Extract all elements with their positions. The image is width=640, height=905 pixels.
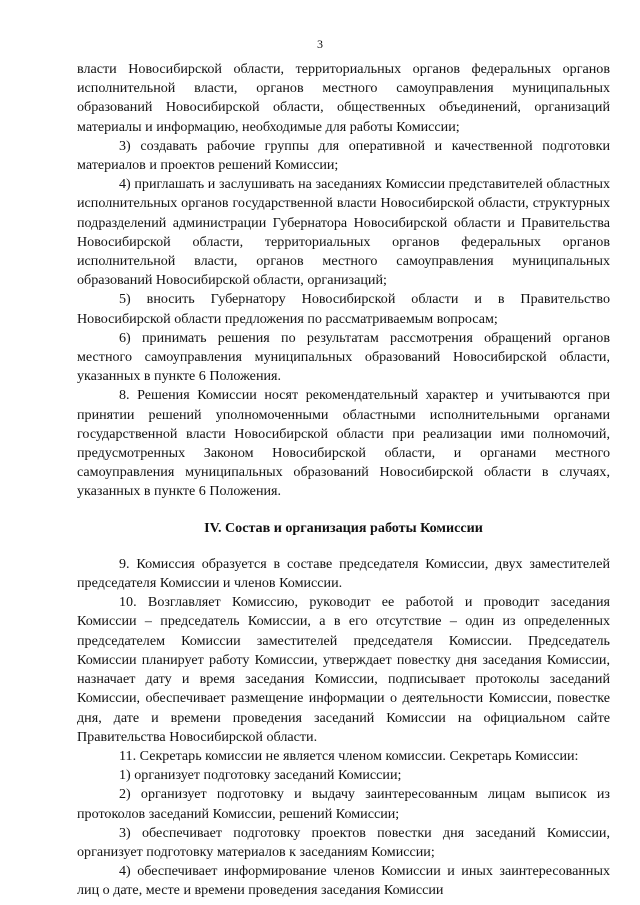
paragraph-secretary-item-2: 2) организует подготовку и выдачу заинтересованным лицам выписок из протоколов заседаний Комиссии, решений Комиссии; bbox=[77, 786, 610, 822]
document-body bbox=[77, 60, 610, 901]
section-heading: IV. Состав и организация работы Комиссии bbox=[204, 519, 483, 536]
paragraph-clause-8: 8. Решения Комиссии носят рекомендательный характер и учитываются при принятии решений уполномоченными областными исполнительными органами государственной власти Новосибирской области при реализации ими полномочий, предусмотренных Законом Новосибирской области, и органами местного самоуправления муниципальных образований Новосибирской области в случаях, указанных в пункте 6 Положения. bbox=[77, 387, 610, 500]
paragraph-item-3: 3) создавать рабочие группы для оперативной и качественной подготовки материалов и проектов решений Комиссии; bbox=[77, 137, 610, 174]
paragraph-secretary-item-1: 1) организует подготовку заседаний Комиссии; bbox=[119, 767, 402, 784]
paragraph-secretary-item-3: 3) обеспечивает подготовку проектов повестки дня заседаний Комиссии, организует подготовку материалов к заседаниям Комиссии; bbox=[77, 824, 610, 860]
paragraph-continuation: власти Новосибирской области, территориальных органов федеральных органов исполнительной власти, органов местного самоуправления муниципальных образований Новосибирской области, общественных объединений, организаций материалы и информацию, необходимые для работы Комиссии; bbox=[77, 61, 610, 135]
paragraph-item-6: 6) принимать решения по результатам рассмотрения обращений органов местного самоуправления муниципальных образований Новосибирской области, указанных в пункте 6 Положения. bbox=[77, 329, 610, 385]
paragraph-clause-10: 10. Возглавляет Комиссию, руководит ее работой и проводит заседания Комиссии – председатель Комиссии, а в его отсутствие – один из определенных председателем Комиссии заместителей председателя Комиссии. Председатель Комиссии планирует работу Комиссии, утверждает повестку дня заседания Комиссии, назначает дату и время заседания Комиссии, подписывает протоколы заседаний Комиссии, обеспечивает размещение информации о деятельности Комиссии, повестке дня, дате и времени проведения заседаний Комиссии на официальном сайте Правительства Новосибирской области. bbox=[77, 594, 610, 745]
paragraph-item-5: 5) вносить Губернатору Новосибирской области и в Правительство Новосибирской области предложения по рассматриваемым вопросам; bbox=[77, 291, 610, 327]
paragraph-secretary-item-4: 4) обеспечивает информирование членов Комиссии и иных заинтересованных лиц о дате, месте и времени проведения заседания Комиссии bbox=[77, 863, 610, 899]
page-number: 3 bbox=[317, 37, 323, 51]
paragraph-item-4: 4) приглашать и заслушивать на заседаниях Комиссии представителей областных исполнительных органов государственной власти Новосибирской области, структурных подразделений администрации Губернатора Новосибирской области и Правительства Новосибирской области, территориальных органов федеральных органов исполнительной власти, органов местного самоуправления муниципальных образований Новосибирской области, организаций; bbox=[77, 176, 610, 289]
paragraph-clause-9: 9. Комиссия образуется в составе председателя Комиссии, двух заместителей председателя Комиссии и членов Комиссии. bbox=[77, 555, 610, 592]
paragraph-clause-11: 11. Секретарь комиссии не является членом комиссии. Секретарь Комиссии: bbox=[119, 747, 579, 764]
